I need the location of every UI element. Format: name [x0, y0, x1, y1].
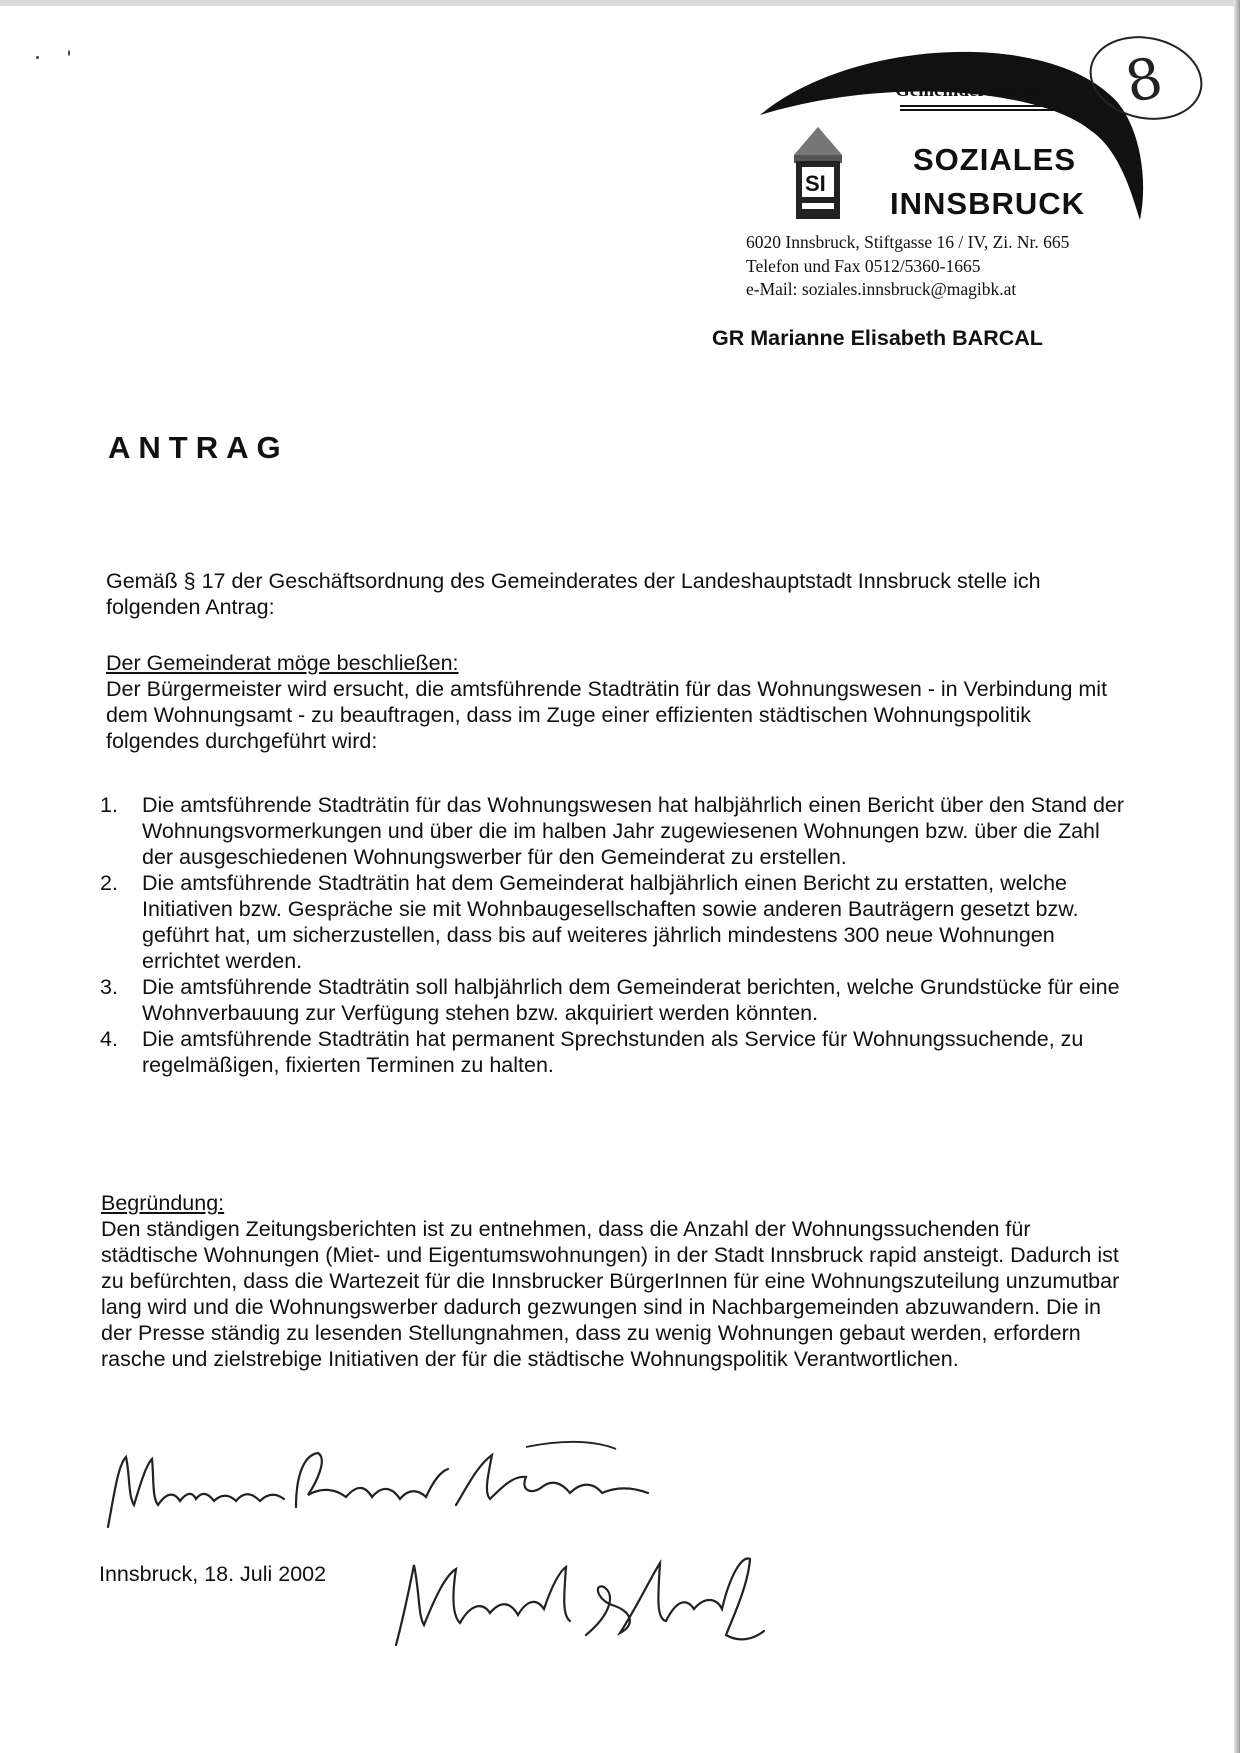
reason-heading: Begründung: [101, 1191, 225, 1215]
phone-fax: Telefon und Fax 0512/5360-1665 [746, 256, 981, 276]
signature-second [390, 1535, 770, 1655]
list-item-text: Die amtsführende Stadträtin für das Wohnungswesen hat halbjährlich einen Bericht über den Stand der Wohnungsvormerkungen und über die im halben Jahr zugewiesenen Wohnungen bzw. über die Zahl der ausgeschiedenen Wohnungswerber für den Gemeinderat zu erstellen. [142, 793, 1125, 869]
list-item-text: Die amtsführende Stadträtin hat dem Gemeinderat halbjährlich einen Bericht zu erstatten, welche Initiativen bzw. Gespräche sie mit Wohnbaugesellschaften sowie anderen Bauträgern gesetzt bzw. geführt hat, um sicherzustellen, dass bis auf weiteres jährlich mindestens 300 neue Wohnungen errichtet werden. [142, 871, 1079, 973]
letterhead [740, 20, 1210, 320]
resolution-text: Der Bürgermeister wird ersucht, die amtsführende Stadträtin für das Wohnungswesen - in Verbindung mit dem Wohnungsamt - zu beauftragen, dass im Zuge einer effizienten städtischen Wohnungspolitik folgendes durchgeführt wird: [106, 677, 1108, 753]
list-item-number: 4. [100, 1027, 118, 1051]
list-item-number: 1. [100, 793, 118, 817]
council-member-name: GR Marianne Elisabeth BARCAL [712, 326, 1043, 350]
handwritten-circled-mark [740, 20, 1210, 130]
request-list [100, 792, 1130, 1078]
resolution-section [106, 650, 1126, 754]
reason-text: Den ständigen Zeitungsberichten ist zu entnehmen, dass die Anzahl der Wohnungssuchenden für städtische Wohnungen (Miet- und Eigentumswohnungen) in der Stadt Innsbruck rapid ansteigt. Dadurch ist zu befürchten, dass die Wartezeit für die Innsbrucker BürgerInnen für eine Wohnungszuteilung unzumutbar lang wird und die Wohnungswerber dadurch gezwungen sind in Nachbargemeinden abzuwandern. Die in der Presse ständig zu lesenden Stellungnahmen, dass zu wenig Wohnungen gebaut werden, erfordern rasche und zielstrebige Initiativen der für die städtische Wohnungspolitik Verantwortlichen. [101, 1217, 1120, 1371]
document-title: ANTRAG [108, 430, 289, 465]
list-item [100, 1026, 1130, 1078]
resolution-heading: Der Gemeinderat möge beschließen: [106, 651, 459, 675]
list-item-text: Die amtsführende Stadträtin soll halbjährlich dem Gemeinderat berichten, welche Grundstücke für eine Wohnverbauung zur Verfügung stehen bzw. akquiriert werden könnten. [142, 975, 1120, 1025]
svg-text:SI: SI [805, 171, 826, 196]
list-item-text: Die amtsführende Stadträtin hat permanent Sprechstunden als Service für Wohnungssuchende, zu regelmäßigen, fixierten Terminen zu halten. [142, 1027, 1084, 1077]
list-item [100, 870, 1130, 974]
list-item-number: 3. [100, 975, 118, 999]
list-item-number: 2. [100, 871, 118, 895]
signature-barcal [96, 1435, 656, 1535]
reason-section [101, 1190, 1131, 1372]
org-name-line-1: SOZIALES [913, 142, 1077, 177]
scan-speck [36, 56, 39, 59]
date-line: Innsbruck, 18. Juli 2002 [99, 1562, 327, 1586]
club-name: Gemeinderatsklub [895, 80, 1046, 101]
email: e-Mail: soziales.innsbruck@magibk.at [746, 279, 1017, 299]
intro-paragraph: Gemäß § 17 der Geschäftsordnung des Gemeinderates der Landeshauptstadt Innsbruck stelle ich folgenden Antrag: [106, 569, 1041, 619]
scan-edge-right [1234, 0, 1240, 1753]
list-item [100, 792, 1130, 870]
scan-edge-top [0, 0, 1240, 6]
scan-speck [68, 50, 70, 56]
club-underline [900, 105, 1068, 111]
svg-text:8: 8 [1119, 45, 1169, 117]
list-item [100, 974, 1130, 1026]
org-name-line-2: INNSBRUCK [890, 186, 1085, 221]
address: 6020 Innsbruck, Stiftgasse 16 / IV, Zi. Nr. 665 [746, 232, 1070, 252]
house-logo-icon [790, 125, 846, 223]
